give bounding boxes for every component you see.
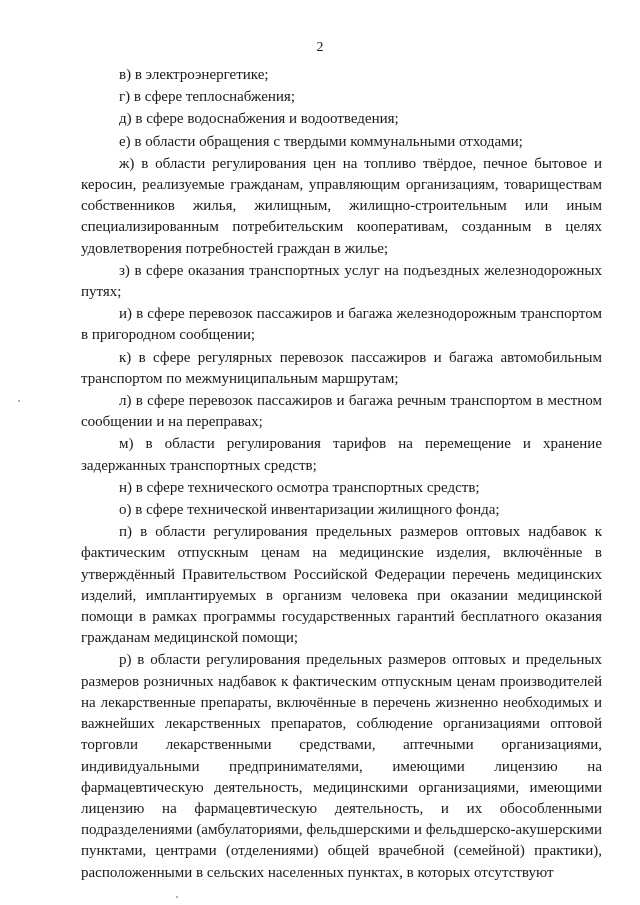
list-item-e: е) в области обращения с твердыми коммунальными отходами; <box>119 133 523 150</box>
list-item-v: в) в электроэнергетике; <box>119 67 269 83</box>
list-item-d: д) в сфере водоснабжения и водоотведения; <box>119 111 399 128</box>
list-item-r: р) в области регулирования предельных размеров оптовых и предельных размеров розничных надбавок к фактическим отпускным ценам производителей на лекарственные препараты, включённые в перечень жизненно необходимых и важнейших лекарственных препаратов, соблюдение организациями оптовой торговли лекарственными средствами, аптечными организациями, индивидуальными предпринимателями, имеющими лицензию на фармацевтическую деятельность, медицинскими организациями, имеющими лицензию на фармацевтическую деятельность, и их обособленными подразделениями (амбулаториями, фельдшерскими и фельдшерско-акушерскими пунктами, центрами (отделениями) общей врачебной (семейной) практики), расположенными в сельских населенных пунктах, в которых отсутствуют <box>81 652 602 881</box>
page-number: 2 <box>316 40 324 55</box>
scan-speck <box>176 896 178 898</box>
list-item-o: о) в сфере технической инвентаризации жилищного фонда; <box>119 502 500 519</box>
list-item-l: л) в сфере перевозок пассажиров и багажа речным транспортом в местном сообщении и на переправах; <box>81 393 602 431</box>
list-item-p: п) в области регулирования предельных размеров оптовых надбавок к фактическим отпускным ценам на медицинские изделия, включённые в утверждённый Правительством Российской Федерации перечень медицинских изделий, имплантируемых в организм человека при оказании медицинской помощи в рамках программы государственных гарантий бесплатного оказания гражданам медицинской помощи; <box>81 524 602 647</box>
document-body <box>81 65 602 884</box>
list-item-g: г) в сфере теплоснабжения; <box>119 89 296 106</box>
list-item-zh: ж) в области регулирования цен на топливо твёрдое, печное бытовое и керосин, реализуемые гражданам, управляющим организациям, товариществам собственников жилья, жилищным, жилищно-строительным или иным специализированным потребительским кооперативам, созданным в целях удовлетворения потребностей граждан в жилье; <box>81 155 602 257</box>
list-item-z: з) в сфере оказания транспортных услуг на подъездных железнодорожных путях; <box>81 262 602 301</box>
list-item-m: м) в области регулирования тарифов на перемещение и хранение задержанных транспортных средств; <box>81 436 602 474</box>
list-item-n: н) в сфере технического осмотра транспортных средств; <box>119 479 480 496</box>
list-item-i: и) в сфере перевозок пассажиров и багажа железнодорожным транспортом в пригородном сообщении; <box>81 306 602 344</box>
list-item-k: к) в сфере регулярных перевозок пассажиров и багажа автомобильным транспортом по межмуниципальным маршрутам; <box>81 349 602 387</box>
scan-speck <box>18 400 20 402</box>
